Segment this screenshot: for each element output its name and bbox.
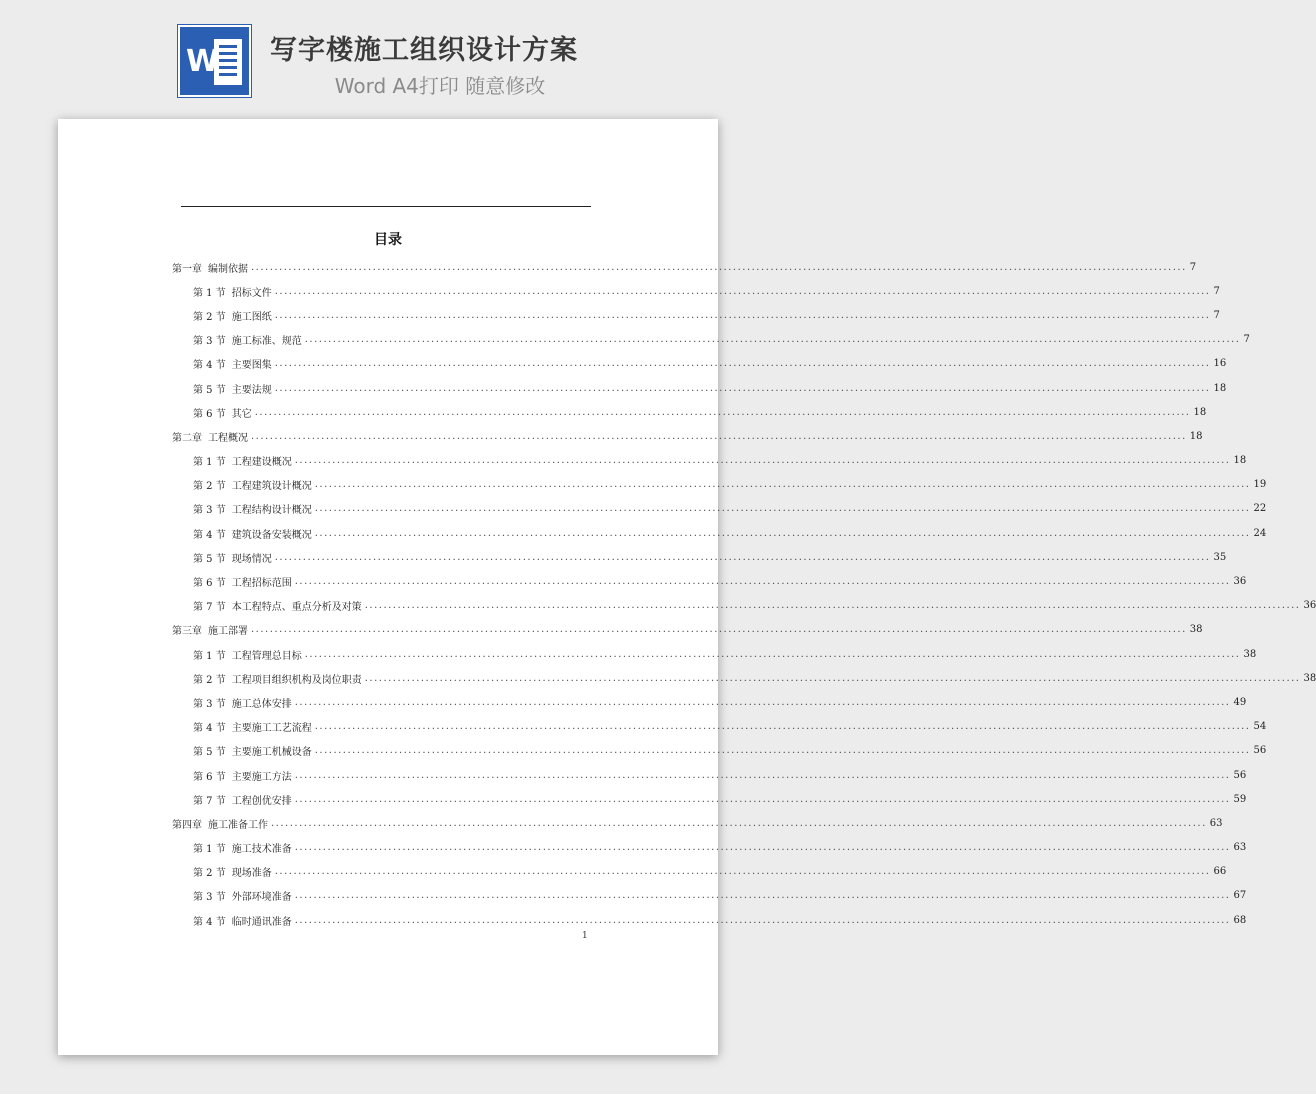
- toc-entry-page: 56: [1253, 745, 1267, 757]
- toc-entry[interactable]: [172, 594, 1316, 618]
- toc-dot-leader: ........................................................................................................................................................................................................: [314, 745, 1251, 757]
- toc-dot-leader: ........................................................................................................................................................................................................: [294, 890, 1231, 902]
- toc-entry[interactable]: [172, 908, 1247, 932]
- toc-entry-label: 主要施工方法: [231, 771, 292, 783]
- toc-entry-label: 施工图纸: [231, 311, 272, 323]
- toc-dot-leader: ........................................................................................................................................................................................................: [304, 334, 1241, 346]
- toc-entry-number: 第 4 节: [193, 529, 226, 541]
- toc-dot-leader: ........................................................................................................................................................................................................: [304, 648, 1241, 660]
- toc-dot-leader: ........................................................................................................................................................................................................: [294, 793, 1231, 805]
- toc-entry-label: 主要施工工艺流程: [231, 723, 312, 735]
- toc-dot-leader: ........................................................................................................................................................................................................: [294, 696, 1231, 708]
- toc-entry[interactable]: [172, 303, 1220, 327]
- toc-entry-page: 63: [1209, 817, 1223, 829]
- toc-dot-leader: ........................................................................................................................................................................................................: [294, 576, 1231, 588]
- toc-entry-page: 38: [1303, 672, 1316, 684]
- toc-entry[interactable]: [172, 666, 1316, 690]
- toc-entry-label: 工程创优安排: [231, 795, 292, 807]
- toc-entry-label: 施工总体安排: [231, 698, 292, 710]
- toc-entry[interactable]: [172, 255, 1197, 279]
- page-title: 写字楼施工组织设计方案: [270, 35, 578, 66]
- toc-dot-leader: ........................................................................................................................................................................................................: [294, 769, 1231, 781]
- toc-entry[interactable]: [172, 521, 1267, 545]
- toc-entry-number: 第 1 节: [193, 650, 226, 662]
- toc-entry[interactable]: [172, 376, 1227, 400]
- toc-entry-label: 工程概况: [208, 432, 248, 444]
- toc-dot-leader: ........................................................................................................................................................................................................: [364, 600, 1301, 612]
- toc-entry-label: 工程结构设计概况: [231, 505, 312, 517]
- toc-entry-label: 主要图集: [231, 360, 272, 372]
- toc-entry-page: 7: [1213, 309, 1220, 321]
- toc-title: 目录: [374, 232, 402, 248]
- toc-entry-number: 第 6 节: [193, 578, 226, 590]
- toc-entry-page: 59: [1233, 793, 1247, 805]
- table-of-contents: [172, 255, 1316, 932]
- toc-entry-page: 68: [1233, 914, 1247, 926]
- toc-entry-number: 第 5 节: [193, 384, 226, 396]
- toc-dot-leader: ........................................................................................................................................................................................................: [274, 285, 1211, 297]
- toc-entry-label: 建筑设备安装概况: [231, 529, 312, 541]
- toc-entry-number: 第 7 节: [193, 795, 226, 807]
- toc-entry-number: 第 2 节: [193, 311, 226, 323]
- toc-entry-number: 第 6 节: [193, 771, 226, 783]
- toc-entry-page: 49: [1233, 696, 1247, 708]
- toc-dot-leader: ........................................................................................................................................................................................................: [314, 503, 1251, 515]
- toc-entry-label: 施工标准、规范: [231, 336, 302, 348]
- toc-entry-page: 54: [1253, 721, 1267, 733]
- toc-entry[interactable]: [172, 642, 1257, 666]
- toc-entry[interactable]: [172, 279, 1220, 303]
- toc-entry-label: 本工程特点、重点分析及对策: [231, 602, 362, 614]
- toc-dot-leader: ........................................................................................................................................................................................................: [254, 406, 1191, 418]
- toc-entry-number: 第四章: [172, 819, 202, 831]
- toc-entry-page: 22: [1253, 503, 1267, 515]
- toc-dot-leader: ........................................................................................................................................................................................................: [314, 479, 1251, 491]
- toc-entry[interactable]: [172, 860, 1227, 884]
- toc-dot-leader: ........................................................................................................................................................................................................: [364, 672, 1301, 684]
- toc-entry-page: 18: [1189, 430, 1203, 442]
- toc-entry[interactable]: [172, 690, 1247, 714]
- toc-entry-number: 第 5 节: [193, 747, 226, 759]
- toc-entry-page: 63: [1233, 842, 1247, 854]
- toc-dot-leader: ........................................................................................................................................................................................................: [251, 624, 1187, 636]
- toc-dot-leader: ........................................................................................................................................................................................................: [274, 551, 1211, 563]
- toc-entry-number: 第 1 节: [193, 287, 226, 299]
- toc-dot-leader: ........................................................................................................................................................................................................: [251, 261, 1187, 273]
- toc-entry-page: 36: [1233, 576, 1247, 588]
- toc-entry-label: 现场情况: [231, 553, 272, 565]
- toc-entry[interactable]: [172, 836, 1247, 860]
- toc-entry-page: 38: [1189, 624, 1203, 636]
- toc-entry-number: 第 1 节: [193, 844, 226, 856]
- toc-entry[interactable]: [172, 328, 1250, 352]
- header-rule: [181, 206, 591, 207]
- toc-entry-number: 第 4 节: [193, 360, 226, 372]
- toc-entry[interactable]: [172, 884, 1247, 908]
- toc-dot-leader: ........................................................................................................................................................................................................: [294, 914, 1231, 926]
- toc-entry[interactable]: [172, 449, 1247, 473]
- toc-entry-number: 第二章: [172, 432, 202, 444]
- toc-entry-page: 18: [1193, 406, 1207, 418]
- toc-dot-leader: ........................................................................................................................................................................................................: [274, 866, 1211, 878]
- toc-entry-page: 38: [1243, 648, 1257, 660]
- toc-dot-leader: ........................................................................................................................................................................................................: [271, 817, 1207, 829]
- toc-entry[interactable]: [172, 424, 1203, 448]
- toc-entry-number: 第 3 节: [193, 505, 226, 517]
- toc-entry-number: 第一章: [172, 263, 202, 275]
- toc-dot-leader: ........................................................................................................................................................................................................: [294, 455, 1231, 467]
- toc-entry[interactable]: [172, 811, 1223, 835]
- word-logo-icon: [178, 25, 251, 97]
- toc-entry-label: 施工准备工作: [208, 819, 268, 831]
- page-subtitle: Word A4打印 随意修改: [334, 74, 546, 98]
- toc-entry-number: 第 3 节: [193, 698, 226, 710]
- toc-entry-page: 66: [1213, 866, 1227, 878]
- toc-dot-leader: ........................................................................................................................................................................................................: [274, 358, 1211, 370]
- toc-entry-label: 工程管理总目标: [231, 650, 302, 662]
- toc-entry-number: 第 4 节: [193, 723, 226, 735]
- toc-entry-number: 第 6 节: [193, 408, 226, 420]
- toc-entry-page: 67: [1233, 890, 1247, 902]
- toc-entry-number: 第 2 节: [193, 868, 226, 880]
- toc-entry-label: 主要施工机械设备: [231, 747, 312, 759]
- toc-dot-leader: ........................................................................................................................................................................................................: [294, 842, 1231, 854]
- toc-entry-label: 其它: [231, 408, 252, 420]
- toc-entry-label: 编制依据: [208, 263, 248, 275]
- toc-entry-number: 第 2 节: [193, 481, 226, 493]
- toc-entry-page: 19: [1253, 479, 1267, 491]
- toc-entry-page: 18: [1233, 455, 1247, 467]
- toc-entry[interactable]: [172, 497, 1267, 521]
- document-page: [58, 119, 1316, 1055]
- toc-entry-page: 7: [1243, 334, 1250, 346]
- toc-dot-leader: ........................................................................................................................................................................................................: [251, 430, 1187, 442]
- toc-entry-number: 第 3 节: [193, 336, 226, 348]
- toc-entry-number: 第 2 节: [193, 674, 226, 686]
- toc-dot-leader: ........................................................................................................................................................................................................: [274, 382, 1211, 394]
- logo-letter: W: [186, 44, 220, 79]
- toc-entry-label: 施工部署: [208, 626, 248, 638]
- toc-entry-page: 36: [1303, 600, 1316, 612]
- toc-entry[interactable]: [172, 569, 1247, 593]
- toc-dot-leader: ........................................................................................................................................................................................................: [314, 721, 1251, 733]
- toc-entry-page: 18: [1213, 382, 1227, 394]
- toc-entry-label: 工程建设概况: [231, 457, 292, 469]
- toc-entry-page: 24: [1253, 527, 1267, 539]
- toc-entry-label: 临时通讯准备: [231, 916, 292, 928]
- toc-entry-label: 主要法规: [231, 384, 272, 396]
- toc-entry-page: 7: [1213, 285, 1220, 297]
- toc-entry-number: 第 3 节: [193, 892, 226, 904]
- page-number: 1: [582, 931, 588, 941]
- toc-dot-leader: ........................................................................................................................................................................................................: [274, 309, 1211, 321]
- toc-entry[interactable]: [172, 763, 1247, 787]
- toc-entry[interactable]: [172, 473, 1267, 497]
- toc-entry[interactable]: [172, 618, 1203, 642]
- toc-entry-label: 施工技术准备: [231, 844, 292, 856]
- toc-entry-label: 外部环境准备: [231, 892, 292, 904]
- toc-entry-page: 16: [1213, 358, 1227, 370]
- toc-entry[interactable]: [172, 400, 1207, 424]
- toc-entry-number: 第 4 节: [193, 916, 226, 928]
- toc-entry-label: 现场准备: [231, 868, 272, 880]
- toc-entry-number: 第 1 节: [193, 457, 226, 469]
- toc-entry-page: 56: [1233, 769, 1247, 781]
- toc-entry-page: 35: [1213, 551, 1227, 563]
- toc-entry-number: 第 5 节: [193, 553, 226, 565]
- toc-entry[interactable]: [172, 352, 1227, 376]
- toc-entry-number: 第三章: [172, 626, 202, 638]
- toc-dot-leader: ........................................................................................................................................................................................................: [314, 527, 1251, 539]
- toc-entry[interactable]: [172, 715, 1267, 739]
- toc-entry[interactable]: [172, 739, 1267, 763]
- toc-entry[interactable]: [172, 787, 1247, 811]
- toc-entry-label: 工程项目组织机构及岗位职责: [231, 674, 362, 686]
- toc-entry-label: 工程建筑设计概况: [231, 481, 312, 493]
- toc-entry-page: 7: [1189, 261, 1197, 273]
- toc-entry[interactable]: [172, 545, 1227, 569]
- toc-entry-label: 招标文件: [231, 287, 272, 299]
- toc-entry-label: 工程招标范围: [231, 578, 292, 590]
- toc-entry-number: 第 7 节: [193, 602, 226, 614]
- header: [0, 0, 774, 115]
